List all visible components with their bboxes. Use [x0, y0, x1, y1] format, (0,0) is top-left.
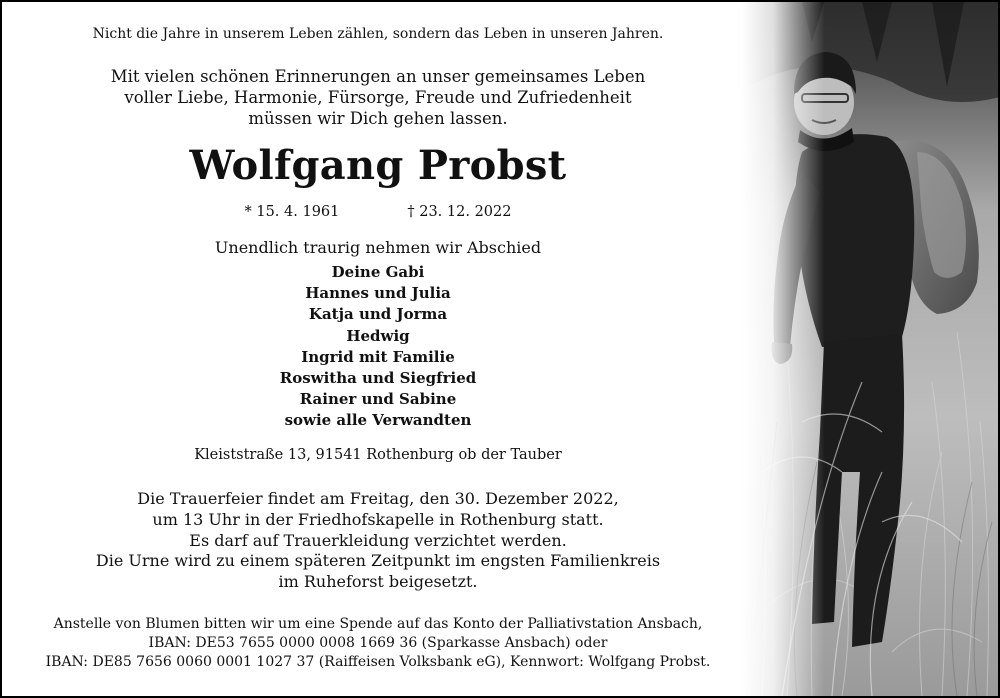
- motto: Nicht die Jahre in unserem Leben zählen, sondern das Leben in unseren Jahren.: [92, 26, 664, 42]
- service-line: um 13 Uhr in der Friedhofskapelle in Rothenburg statt.: [152, 509, 604, 529]
- mourner-name: Roswitha und Siegfried: [279, 369, 477, 388]
- funeral-service-info: [2, 489, 754, 593]
- service-line: im Ruheforst beigesetzt.: [278, 572, 478, 592]
- donation-line: Anstelle von Blumen bitten wir um eine Spende auf das Konto der Palliativstation Ansbach,: [53, 616, 703, 632]
- mourner-name: Deine Gabi: [331, 263, 425, 281]
- mourner-name: Hedwig: [346, 326, 410, 345]
- service-line: Es darf auf Trauerkleidung verzichtet werden.: [189, 530, 567, 550]
- death-date: † 23. 12. 2022: [407, 204, 512, 220]
- donation-info: [2, 615, 754, 673]
- farewell-line: Unendlich traurig nehmen wir Abschied: [214, 238, 542, 257]
- intro-line: müssen wir Dich gehen lassen.: [248, 109, 508, 128]
- deceased-name: Wolfgang Probst: [189, 142, 567, 189]
- mourner-name: Rainer und Sabine: [299, 390, 457, 409]
- intro-line: voller Liebe, Harmonie, Fürsorge, Freude und Zufriedenheit: [124, 88, 632, 107]
- mourner-name: Katja und Jorma: [308, 305, 448, 324]
- text-column: [2, 2, 754, 696]
- mourner-name: Ingrid mit Familie: [301, 347, 455, 366]
- intro-text: [2, 66, 754, 129]
- mourners-list: [2, 262, 754, 432]
- service-line: Die Urne wird zu einem späteren Zeitpunkt im engsten Familienkreis: [95, 551, 661, 571]
- donation-line: IBAN: DE85 7656 0060 0001 1027 37 (Raiffeisen Volksbank eG), Kennwort: Wolfgang Probst.: [45, 654, 711, 671]
- intro-line: Mit vielen schönen Erinnerungen an unser gemeinsames Leben: [110, 67, 646, 86]
- mourner-name: sowie alle Verwandten: [284, 411, 472, 430]
- family-address: Kleiststraße 13, 91541 Rothenburg ob der Tauber: [194, 447, 562, 463]
- life-dates: [2, 204, 754, 220]
- service-line: Die Trauerfeier findet am Freitag, den 30. Dezember 2022,: [137, 489, 619, 508]
- birth-date: * 15. 4. 1961: [244, 204, 340, 220]
- hiker-photo: [742, 2, 1000, 696]
- mourner-name: Hannes und Julia: [305, 284, 451, 303]
- donation-line: IBAN: DE53 7655 0000 0008 1669 36 (Sparkasse Ansbach) oder: [148, 635, 608, 652]
